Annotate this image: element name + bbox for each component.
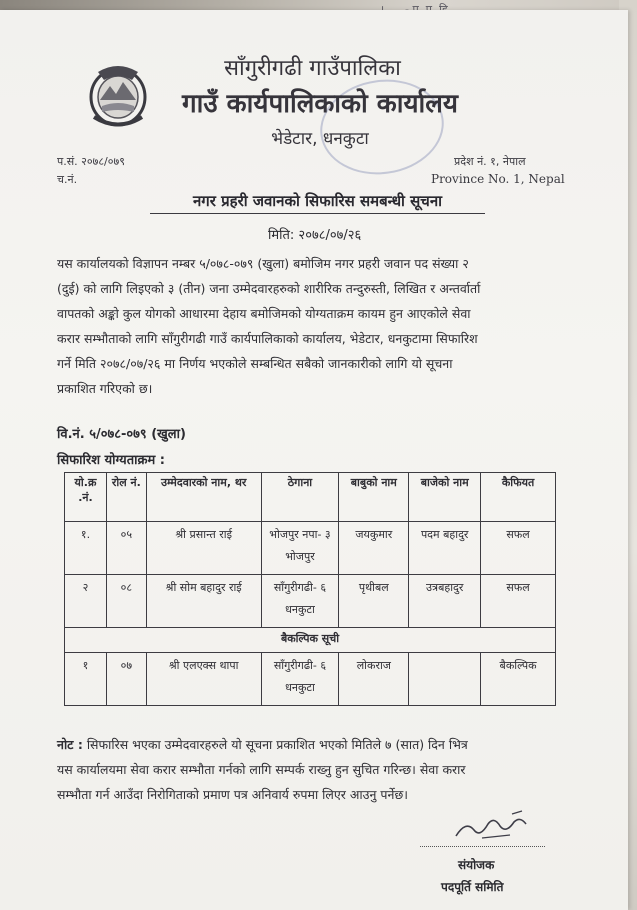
- notice-date: मिति: २०७८/०७/२६: [268, 228, 362, 243]
- cell-name: श्री प्रसान्त राई: [146, 522, 261, 575]
- cell-remark: बैकल्पिक: [481, 653, 556, 706]
- handwritten-signature-icon: [452, 808, 538, 844]
- table-row: [65, 575, 556, 628]
- cell-name: श्री एलएक्स थापा: [146, 653, 261, 706]
- cell-sn: १.: [65, 522, 107, 575]
- cell-address: साँगुरीगढी- ६ धनकुटा: [261, 653, 339, 706]
- nepal-emblem-icon: [88, 62, 148, 128]
- cell-sn: १: [65, 653, 107, 706]
- notice-title: नगर प्रहरी जवानको सिफारिस समबन्धी सूचना: [150, 191, 485, 214]
- notice-body: [57, 251, 555, 401]
- note-label: नोट :: [57, 737, 83, 752]
- column-header: यो.क्र .नं.: [65, 473, 107, 522]
- cell-grandfather: पदम बहादुर: [409, 522, 481, 575]
- alternate-list-heading-row: [65, 628, 556, 653]
- cell-remark: सफल: [481, 522, 556, 575]
- column-header: बाबुको नाम: [339, 473, 409, 522]
- recommendation-table: [64, 472, 556, 706]
- body-line: (दुई) को लागि लिइएको ३ (तीन) जना उम्मेदवारहरुको शारीरिक तन्दुरुस्ती, लिखित र अन्तर्वार्ता: [57, 281, 481, 296]
- cell-roll: ०५: [106, 522, 146, 575]
- cell-grandfather: उत्रबहादुर: [409, 575, 481, 628]
- cell-father: लोकराज: [339, 653, 409, 706]
- province-english: Province No. 1, Nepal: [431, 172, 565, 186]
- reference-number: प.सं. २०७८/०७९: [57, 155, 125, 168]
- cell-roll: ०७: [106, 653, 146, 706]
- dispatch-number: च.नं.: [57, 173, 78, 186]
- note-line: [57, 732, 557, 757]
- note-line: सम्भौता गर्न आउँदा निरोगिताको प्रमाण पत्र अनिवार्य रुपमा लिएर आउनु पर्नेछ।: [57, 787, 408, 802]
- table-row: [65, 522, 556, 575]
- column-header: बाजेको नाम: [409, 473, 481, 522]
- column-header: कैफियत: [481, 473, 556, 522]
- office-location: भेडेटार, धनकुटा: [271, 129, 369, 149]
- table-row: [65, 653, 556, 706]
- column-header: उम्मेदवारको नाम, थर: [146, 473, 261, 522]
- signatory-title: संयोजक: [458, 858, 495, 872]
- merit-list-label: सिफारिश योग्यताक्रम :: [57, 453, 165, 468]
- body-line: यस कार्यालयको विज्ञापन नम्बर ५/०७८-०७९ (खुला) बमोजिम नगर प्रहरी जवान पद संख्या २: [57, 256, 469, 271]
- alternate-list-heading: बैकल्पिक सूची: [65, 628, 556, 653]
- cell-remark: सफल: [481, 575, 556, 628]
- cell-roll: ०८: [106, 575, 146, 628]
- cell-father: पृथीबल: [339, 575, 409, 628]
- table-header-row: [65, 473, 556, 522]
- advertisement-number: वि.नं. ५/०७८-०७९ (खुला): [57, 427, 186, 442]
- cell-grandfather: [409, 653, 481, 706]
- signature-line: [420, 846, 545, 847]
- cell-address: साँगुरीगढी- ६ धनकुटा: [261, 575, 339, 628]
- municipality-name: साँगुरीगढी गाउँपालिका: [224, 56, 401, 81]
- body-line: गर्ने मिति २०७८/०७/२६ मा निर्णय भएकोले सम्बन्धित सबैको जानकारीको लागि यो सूचना: [57, 356, 453, 371]
- province-nepali: प्रदेश नं. १, नेपाल: [454, 155, 526, 168]
- column-header: ठेगाना: [261, 473, 339, 522]
- cell-sn: २: [65, 575, 107, 628]
- column-header: रोल नं.: [106, 473, 146, 522]
- body-line: करार सम्भौताको लागि साँगुरीगढी गाउँ कार्यपालिकाको कार्यालय, भेडेटार, धनकुटामा सिफारिश: [57, 331, 478, 346]
- cell-name: श्री सोम बहादुर राई: [146, 575, 261, 628]
- note-line: यस कार्यालयमा सेवा करार सम्भौता गर्नको लागि सम्पर्क राख्नु हुन सुचित गरिन्छ। सेवा करार: [57, 762, 466, 777]
- body-line: प्रकाशित गरिएको छ।: [57, 381, 153, 396]
- note-text: सिफारिस भएका उम्मेदवारहरुले यो सूचना प्रकाशित भएको मितिले ७ (सात) दिन भित्र: [86, 737, 468, 752]
- office-name: गाउँ कार्यपालिकाको कार्यालय: [182, 89, 458, 119]
- cell-father: जयकुमार: [339, 522, 409, 575]
- signatory-committee: पदपूर्ति समिति: [441, 880, 504, 894]
- body-line: वापतको अङ्को कुल योगको आधारमा देहाय बमोजिमको योग्यताक्रम कायम हुन आएकोले सेवा: [57, 306, 471, 321]
- cell-address: भोजपुर नपा- ३ भोजपुर: [261, 522, 339, 575]
- note-section: [57, 732, 557, 807]
